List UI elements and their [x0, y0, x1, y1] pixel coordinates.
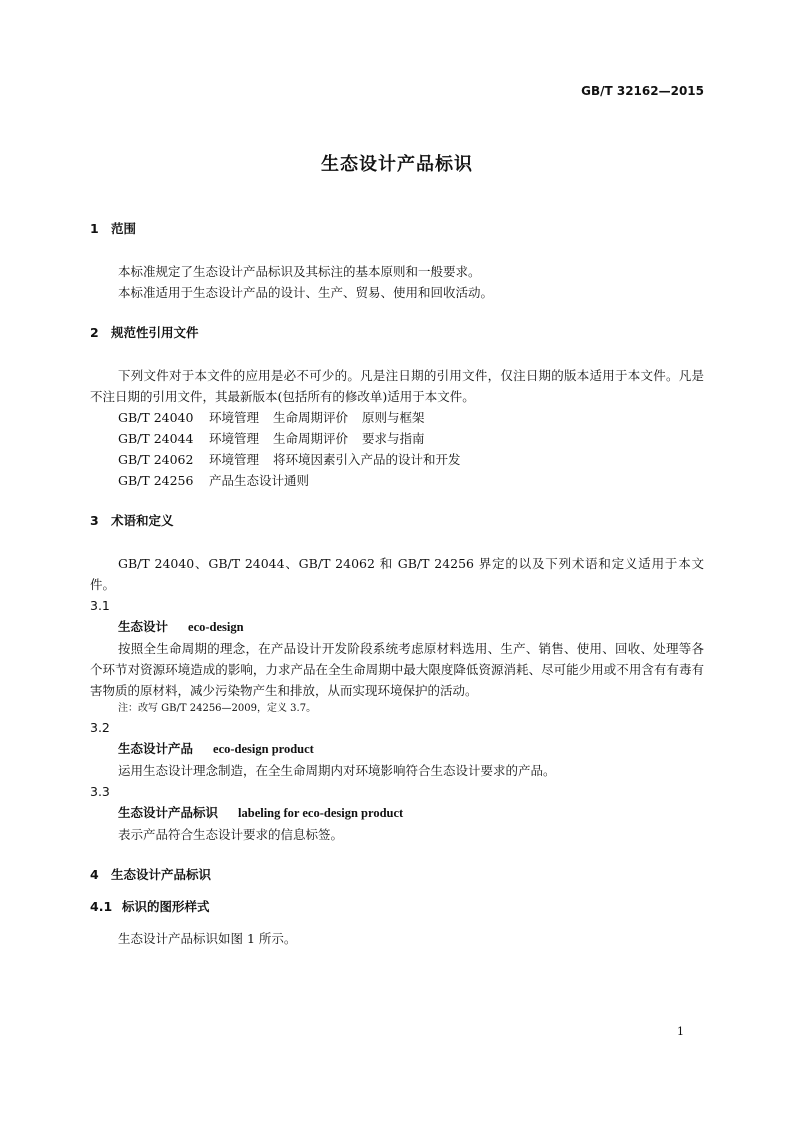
reference-part: 环境管理 [209, 452, 260, 467]
section-title: 规范性引用文件 [111, 325, 199, 340]
term-definition: 表示产品符合生态设计要求的信息标签。 [118, 827, 344, 842]
document-title: 生态设计产品标识 [321, 154, 473, 175]
section-number: 3 [90, 513, 99, 528]
paragraph: 本标准适用于生态设计产品的设计、生产、贸易、使用和回收活动。 [118, 285, 494, 300]
standard-code: GB/T 32162—2015 [581, 84, 704, 98]
term-note: 注：改写 GB/T 24256—2009，定义 3.7。 [118, 703, 317, 714]
term-title [90, 616, 704, 638]
document-body [90, 220, 704, 949]
term-chinese: 生态设计 [118, 619, 169, 634]
term-title [90, 738, 704, 760]
reference-code: GB/T 24040 [118, 410, 194, 425]
term-chinese: 生态设计产品 [118, 741, 194, 756]
section-title: 术语和定义 [111, 513, 174, 528]
reference-code: GB/T 24062 [118, 452, 194, 467]
paragraph: 下列文件对于本文件的应用是必不可少的。凡是注日期的引用文件，仅注日期的版本适用于本文件。凡是不注日期的引用文件，其最新版本(包括所有的修改单)适用于本文件。 [90, 368, 704, 404]
reference-item [90, 449, 704, 470]
term-title [90, 802, 704, 824]
term-number: 3.3 [90, 784, 110, 799]
reference-part: 原则与框架 [362, 410, 425, 425]
reference-part: 生命周期评价 [273, 410, 349, 425]
reference-part: 产品生态设计通则 [209, 473, 310, 488]
paragraph: GB/T 24040、GB/T 24044、GB/T 24062 和 GB/T 24256 界定的以及下列术语和定义适用于本文件。 [90, 556, 704, 592]
page-number: 1 [677, 1025, 684, 1038]
section-number: 4 [90, 867, 99, 882]
section-heading-labeling [90, 866, 704, 884]
section-heading-scope [90, 220, 704, 238]
term-english: eco-design [188, 620, 244, 634]
term-definition: 按照全生命周期的理念，在产品设计开发阶段系统考虑原材料选用、生产、销售、使用、回收、处理等各个环节对资源环境造成的影响，力求产品在全生命周期中最大限度降低资源消耗、尽可能少用或不用含有有毒有害物质的原材料，减少污染物产生和排放，从而实现环境保护的活动。 [90, 641, 704, 698]
subsection-number: 4.1 [90, 899, 113, 914]
term-chinese: 生态设计产品标识 [118, 805, 219, 820]
term-definition: 运用生态设计理念制造，在全生命周期内对环境影响符合生态设计要求的产品。 [118, 763, 556, 778]
reference-part: 要求与指南 [362, 431, 425, 446]
reference-part: 环境管理 [209, 431, 260, 446]
term-english: labeling for eco-design product [238, 806, 404, 820]
section-number: 2 [90, 325, 99, 340]
reference-code: GB/T 24256 [118, 473, 194, 488]
reference-item [90, 428, 704, 449]
term-english: eco-design product [213, 742, 314, 756]
subsection-heading [90, 898, 704, 916]
reference-part: 环境管理 [209, 410, 260, 425]
paragraph: 本标准规定了生态设计产品标识及其标注的基本原则和一般要求。 [118, 264, 481, 279]
paragraph: 生态设计产品标识如图 1 所示。 [118, 931, 297, 946]
reference-item [90, 407, 704, 428]
reference-code: GB/T 24044 [118, 431, 194, 446]
section-title: 生态设计产品标识 [111, 867, 212, 882]
reference-item [90, 470, 704, 491]
term-number: 3.2 [90, 720, 110, 735]
section-heading-terms [90, 512, 704, 530]
reference-part: 生命周期评价 [273, 431, 349, 446]
subsection-title: 标识的图形样式 [122, 899, 210, 914]
section-number: 1 [90, 221, 99, 236]
reference-part: 将环境因素引入产品的设计和开发 [273, 452, 461, 467]
section-title: 范围 [111, 221, 137, 236]
term-number: 3.1 [90, 598, 110, 613]
section-heading-normative-references [90, 324, 704, 342]
